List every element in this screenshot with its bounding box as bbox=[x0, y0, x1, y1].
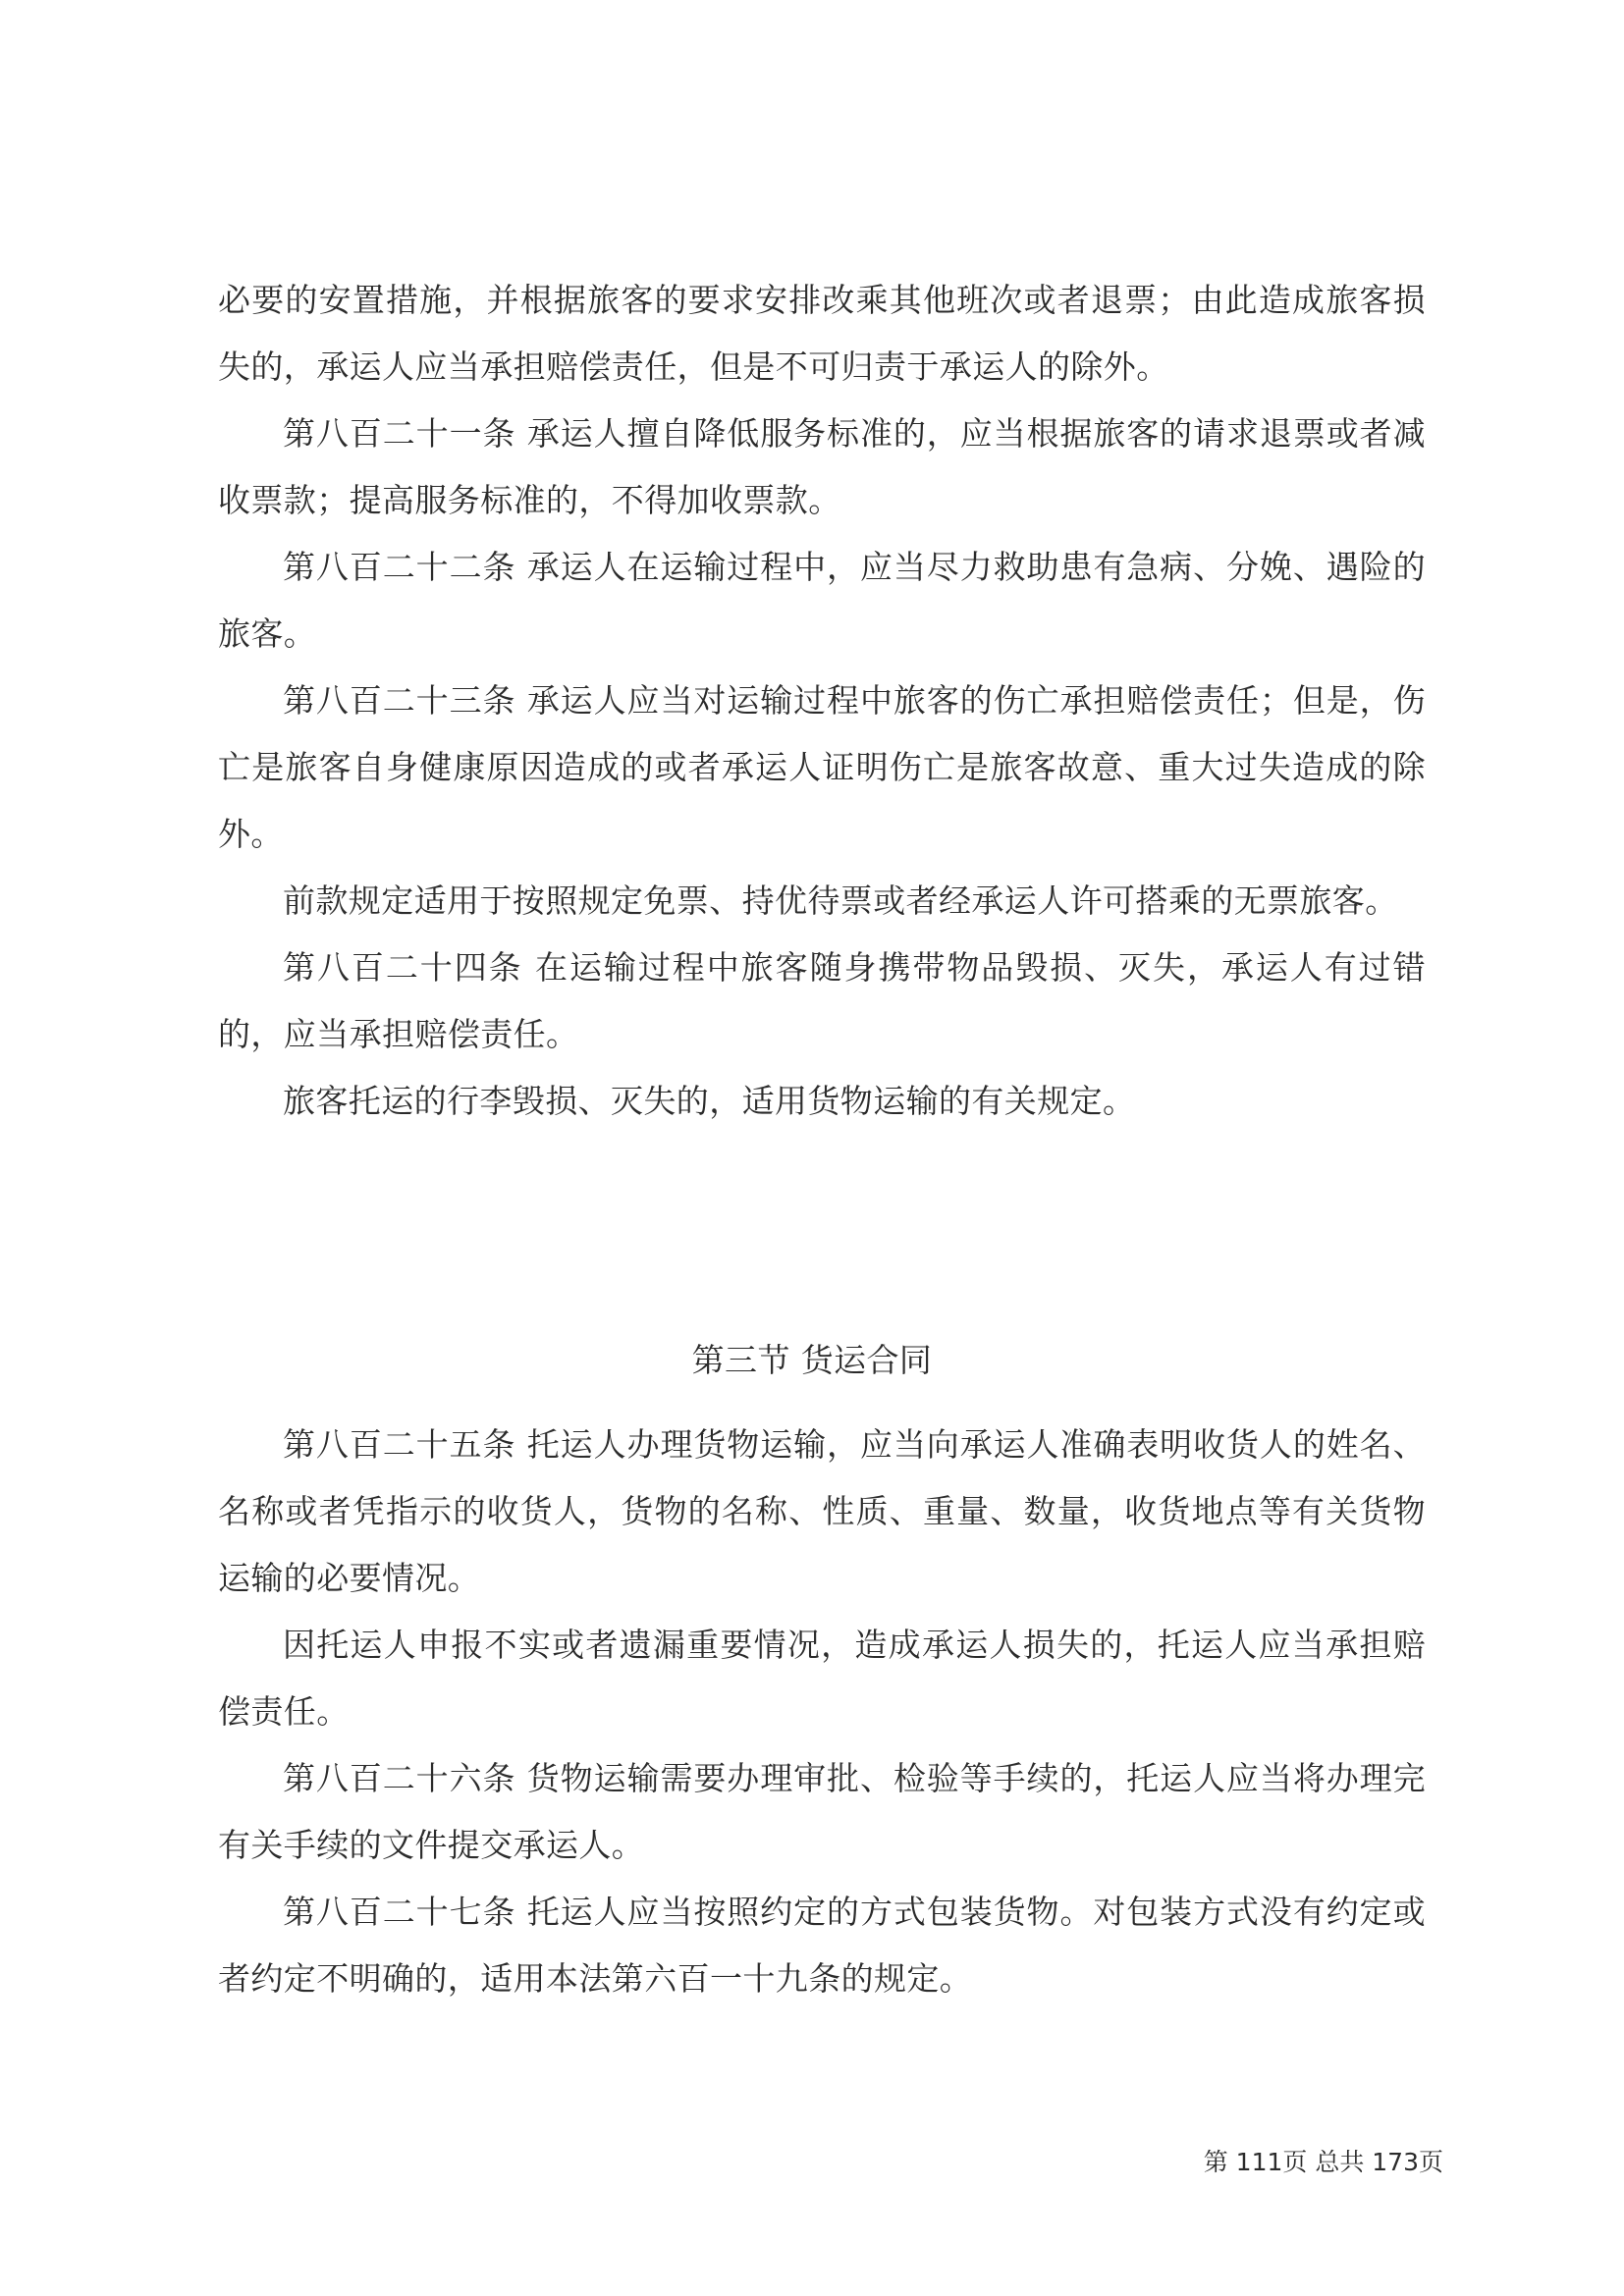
paragraph-article-825: 第八百二十五条 托运人办理货物运输，应当向承运人准确表明收货人的姓名、名称或者凭指示的收货人，货物的名称、性质、重量、数量，收货地点等有关货物运输的必要情况。 bbox=[218, 1425, 1426, 1597]
paragraph-article-826: 第八百二十六条 货物运输需要办理审批、检验等手续的，托运人应当将办理完有关手续的文件提交承运人。 bbox=[218, 1759, 1426, 1864]
body-text-top bbox=[218, 267, 1426, 1135]
paragraph-article-824: 第八百二十四条 在运输过程中旅客随身携带物品毁损、灭失，承运人有过错的，应当承担赔偿责任。 bbox=[218, 948, 1426, 1053]
paragraph: 必要的安置措施，并根据旅客的要求安排改乘其他班次或者退票；由此造成旅客损失的，承运人应当承担赔偿责任，但是不可归责于承运人的除外。 bbox=[218, 281, 1426, 386]
paragraph-article-821: 第八百二十一条 承运人擅自降低服务标准的，应当根据旅客的请求退票或者减收票款；提高服务标准的，不得加收票款。 bbox=[218, 414, 1426, 519]
paragraph-article-823: 第八百二十三条 承运人应当对运输过程中旅客的伤亡承担赔偿责任；但是，伤亡是旅客自身健康原因造成的或者承运人证明伤亡是旅客故意、重大过失造成的除外。 bbox=[218, 681, 1426, 853]
paragraph: 因托运人申报不实或者遗漏重要情况，造成承运人损失的，托运人应当承担赔偿责任。 bbox=[218, 1626, 1426, 1731]
paragraph-article-827: 第八百二十七条 托运人应当按照约定的方式包装货物。对包装方式没有约定或者约定不明确的，适用本法第六百一十九条的规定。 bbox=[218, 1893, 1426, 1998]
paragraph: 旅客托运的行李毁损、灭失的，适用货物运输的有关规定。 bbox=[283, 1082, 1136, 1120]
paragraph: 前款规定适用于按照规定免票、持优待票或者经承运人许可搭乘的无票旅客。 bbox=[283, 881, 1398, 920]
paragraph-article-822: 第八百二十二条 承运人在运输过程中，应当尽力救助患有急病、分娩、遇险的旅客。 bbox=[218, 548, 1426, 653]
section-heading: 第三节 货运合同 bbox=[691, 1341, 933, 1379]
body-text-bottom bbox=[218, 1412, 1426, 2012]
page-number-footer: 第 111页 总共 173页 bbox=[1203, 2148, 1443, 2176]
